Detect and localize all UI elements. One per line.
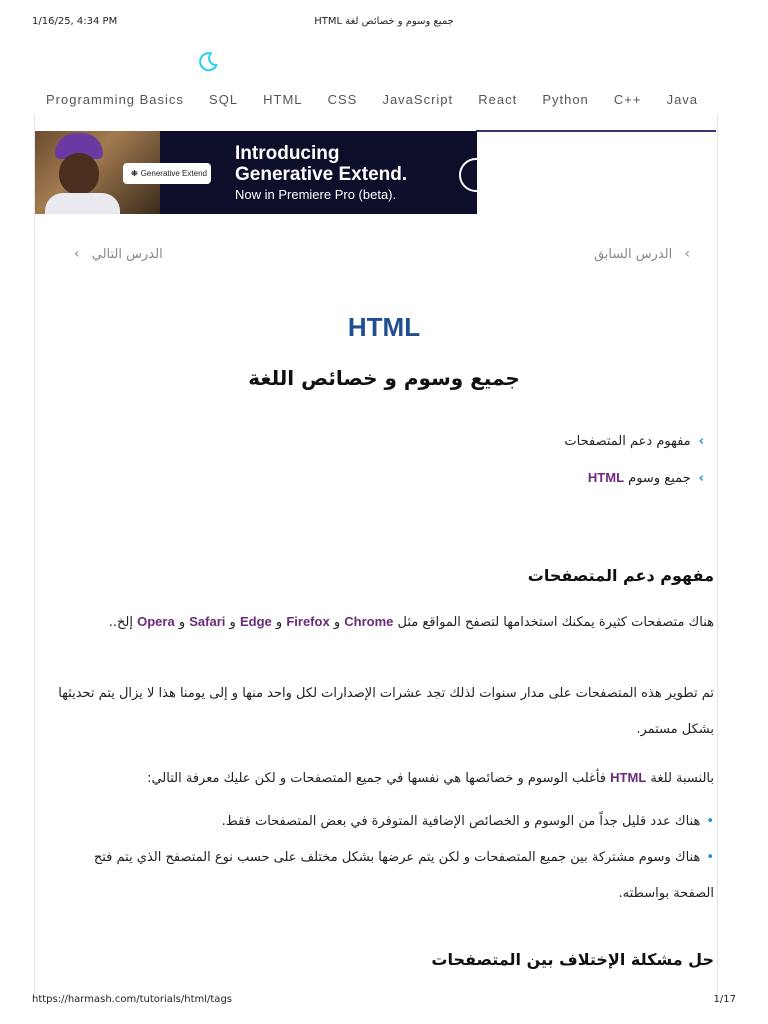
next-lesson-label: الدرس التالي <box>91 247 163 262</box>
toc-item-code: HTML <box>587 470 625 485</box>
nav-item-javascript[interactable]: JavaScript <box>382 92 454 107</box>
previous-lesson-link[interactable] <box>594 246 690 262</box>
conjunction: و <box>275 615 283 630</box>
print-date: 1/16/25, 4:34 PM <box>32 16 118 27</box>
page-title: HTML <box>347 312 421 342</box>
browser-name-opera: Opera <box>137 614 175 629</box>
section-heading: مفهوم دعم المتصفحات <box>527 566 714 585</box>
conjunction: و <box>178 615 186 630</box>
nav-item-python[interactable]: Python <box>542 92 589 107</box>
print-header <box>0 14 768 32</box>
paragraph-text: هناك متصفحات كثيرة يمكنك استخدامها لتصفح المواقع مثل <box>397 615 714 630</box>
list-item-text: هناك وسوم مشتركة بين جميع المتصفحات و لكن يتم عرضها بشكل مختلف على حسب نوع المتصفح الذي يتم فتح الصفحة بواسطته. <box>93 850 714 901</box>
toc-item-label: جميع وسوم <box>628 471 691 486</box>
browser-name-chrome: Chrome <box>344 614 394 629</box>
chevron-right-icon: › <box>684 246 690 262</box>
conjunction: و <box>229 615 236 630</box>
bullet-icon: • <box>706 850 714 865</box>
browser-name-edge: Edge <box>239 614 272 629</box>
page-subtitle: جميع وسوم و خصائص اللغة <box>248 366 520 390</box>
previous-lesson-label: الدرس السابق <box>593 247 673 262</box>
toc-item-label: مفهوم دعم المتصفحات <box>564 434 691 449</box>
browser-name-firefox: Firefox <box>286 614 330 629</box>
top-nav <box>36 88 736 112</box>
print-page-number: 1/17 <box>713 994 736 1005</box>
nav-item-html[interactable]: HTML <box>263 92 303 107</box>
conjunction: و <box>333 615 341 630</box>
nav-underline <box>476 130 716 132</box>
moon-icon[interactable] <box>196 50 220 74</box>
toc-item-all-tags[interactable] <box>304 466 704 502</box>
print-footer <box>0 994 768 1008</box>
bullet-icon: • <box>706 814 714 829</box>
nav-item-java[interactable]: Java <box>666 92 699 107</box>
print-url: https://harmash.com/tutorials/html/tags <box>32 994 232 1005</box>
bullet-list <box>54 804 714 912</box>
ad-subtext: Now in Premiere Pro (beta). <box>235 187 397 202</box>
browser-name-safari: Safari <box>189 614 226 629</box>
list-item <box>54 840 714 912</box>
inline-code: HTML <box>610 770 647 785</box>
nav-item-react[interactable]: React <box>478 92 518 107</box>
section-heading: حل مشكلة الإختلاف بين المتصفحات <box>431 950 714 969</box>
list-item-text: هناك عدد قليل جداً من الوسوم و الخصائص الإضافية المتوفرة في بعض المتصفحات فقط. <box>221 814 701 829</box>
nav-item-css[interactable]: CSS <box>327 92 358 107</box>
next-lesson-link[interactable] <box>74 246 163 262</box>
ad-badge-label: Generative Extend <box>140 169 207 178</box>
chevron-right-icon: › <box>698 434 704 449</box>
table-of-contents <box>304 430 704 502</box>
ad-cta-button[interactable] <box>459 158 477 192</box>
ad-banner[interactable] <box>35 131 477 214</box>
sparkle-icon: ⁜ <box>131 169 138 178</box>
paragraph-browsers <box>54 604 714 641</box>
paragraph-tail: إلخ.. <box>108 615 133 630</box>
ad-badge <box>123 163 211 184</box>
paragraph-html-tags <box>54 760 714 797</box>
ad-headline-line2: Generative Extend. <box>235 164 408 185</box>
ad-headline <box>235 143 407 185</box>
paragraph-text: بالنسبة للغة <box>650 771 714 786</box>
nav-item-sql[interactable]: SQL <box>209 92 239 107</box>
paragraph-text: فأغلب الوسوم و خصائصها هي نفسها في جميع المتصفحات و لكن عليك معرفة التالي: <box>147 771 607 786</box>
toc-item-browser-support[interactable] <box>304 430 704 466</box>
paragraph-development: تم تطوير هذه المتصفحات على مدار سنوات لذلك تجد عشرات الإصدارات لكل واحد منها و إلى يومنا هذا لا يزال يتم تحديثها بشكل مستمر. <box>58 686 714 737</box>
nav-item-programming-basics[interactable]: Programming Basics <box>46 92 184 107</box>
ad-photo-shirt <box>45 193 120 214</box>
chevron-right-icon: › <box>698 471 704 486</box>
list-item <box>54 804 714 840</box>
print-title: HTML جميع وسوم و خصائص لغة <box>314 16 454 27</box>
ad-photo-face <box>59 153 99 195</box>
chevron-left-icon: ‹ <box>74 246 80 262</box>
ad-headline-line1: Introducing <box>235 143 340 164</box>
nav-item-cpp[interactable]: C++ <box>613 92 642 107</box>
